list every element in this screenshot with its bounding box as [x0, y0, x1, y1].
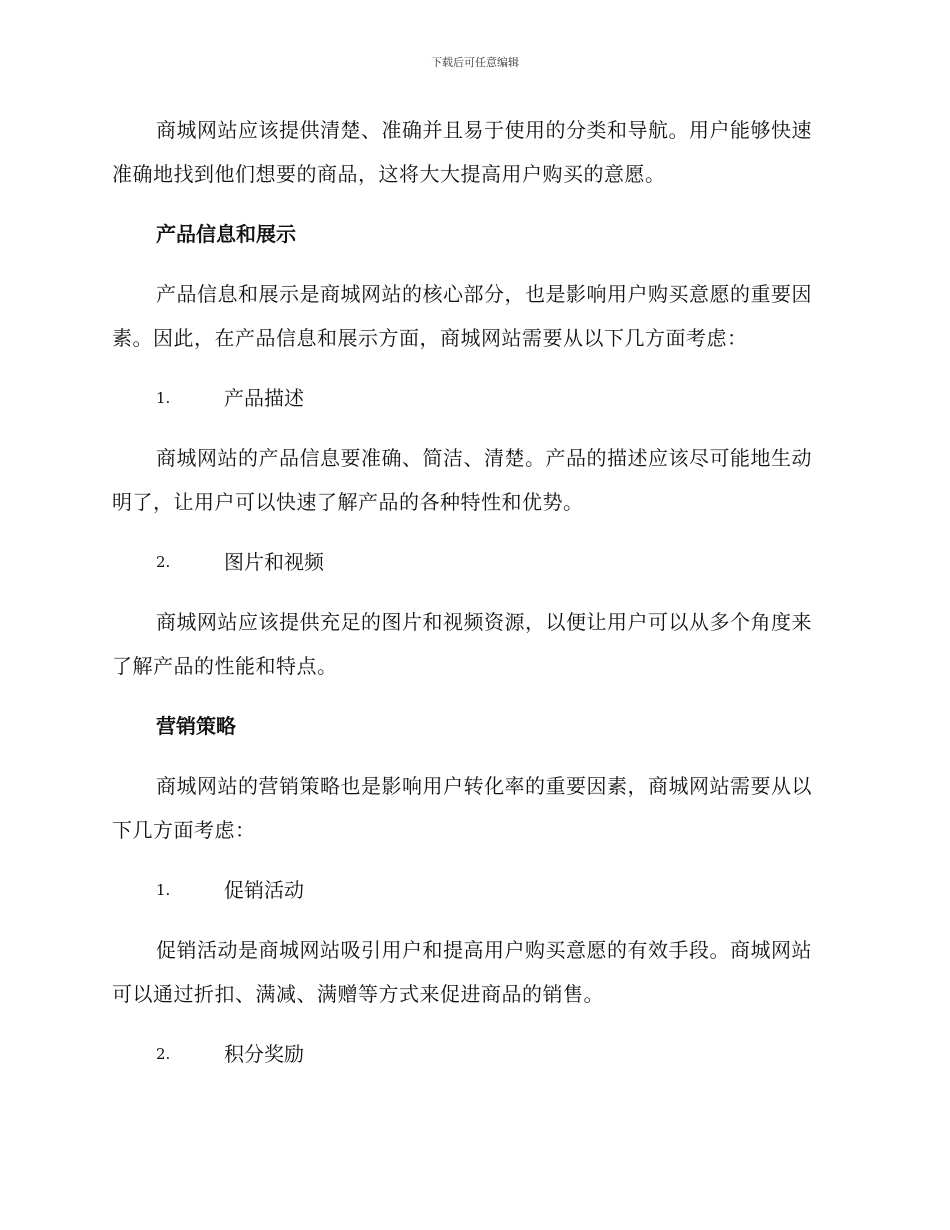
list-number: 2. — [156, 553, 171, 571]
paragraph-product-description: 商城网站的产品信息要准确、简洁、清楚。产品的描述应该尽可能地生动明了，让用户可以快速了解产品的各种特性和优势。 — [112, 446, 812, 514]
paragraph-promotions: 促销活动是商城网站吸引用户和提高用户购买意愿的有效手段。商城网站可以通过折扣、满减、满赠等方式来促进商品的销售。 — [112, 938, 812, 1006]
list-item-points-rewards — [112, 1032, 832, 1076]
list-number: 1. — [156, 389, 171, 407]
heading-marketing: 营销策略 — [156, 714, 236, 738]
list-item-label: 促销活动 — [224, 878, 304, 902]
heading-product-info: 产品信息和展示 — [156, 222, 296, 246]
list-item-images-videos — [112, 540, 832, 584]
list-number: 2. — [156, 1045, 171, 1063]
list-item-product-description — [112, 376, 832, 420]
paragraph-images-videos: 商城网站应该提供充足的图片和视频资源，以便让用户可以从多个角度来了解产品的性能和特点。 — [112, 610, 812, 678]
list-number: 1. — [156, 881, 171, 899]
paragraph-navigation: 商城网站应该提供清楚、准确并且易于使用的分类和导航。用户能够快速准确地找到他们想要的商品，这将大大提高用户购买的意愿。 — [112, 118, 812, 186]
list-item-label: 图片和视频 — [224, 550, 324, 574]
paragraph-marketing: 商城网站的营销策略也是影响用户转化率的重要因素，商城网站需要从以下几方面考虑： — [112, 774, 812, 842]
list-item-promotions — [112, 868, 832, 912]
paragraph-product-info: 产品信息和展示是商城网站的核心部分，也是影响用户购买意愿的重要因素。因此，在产品信息和展示方面，商城网站需要从以下几方面考虑： — [112, 282, 812, 350]
list-item-label: 产品描述 — [224, 386, 304, 410]
document-body — [112, 108, 832, 1092]
list-item-label: 积分奖励 — [224, 1042, 304, 1066]
page-header: 下载后可任意编辑 — [431, 56, 519, 69]
